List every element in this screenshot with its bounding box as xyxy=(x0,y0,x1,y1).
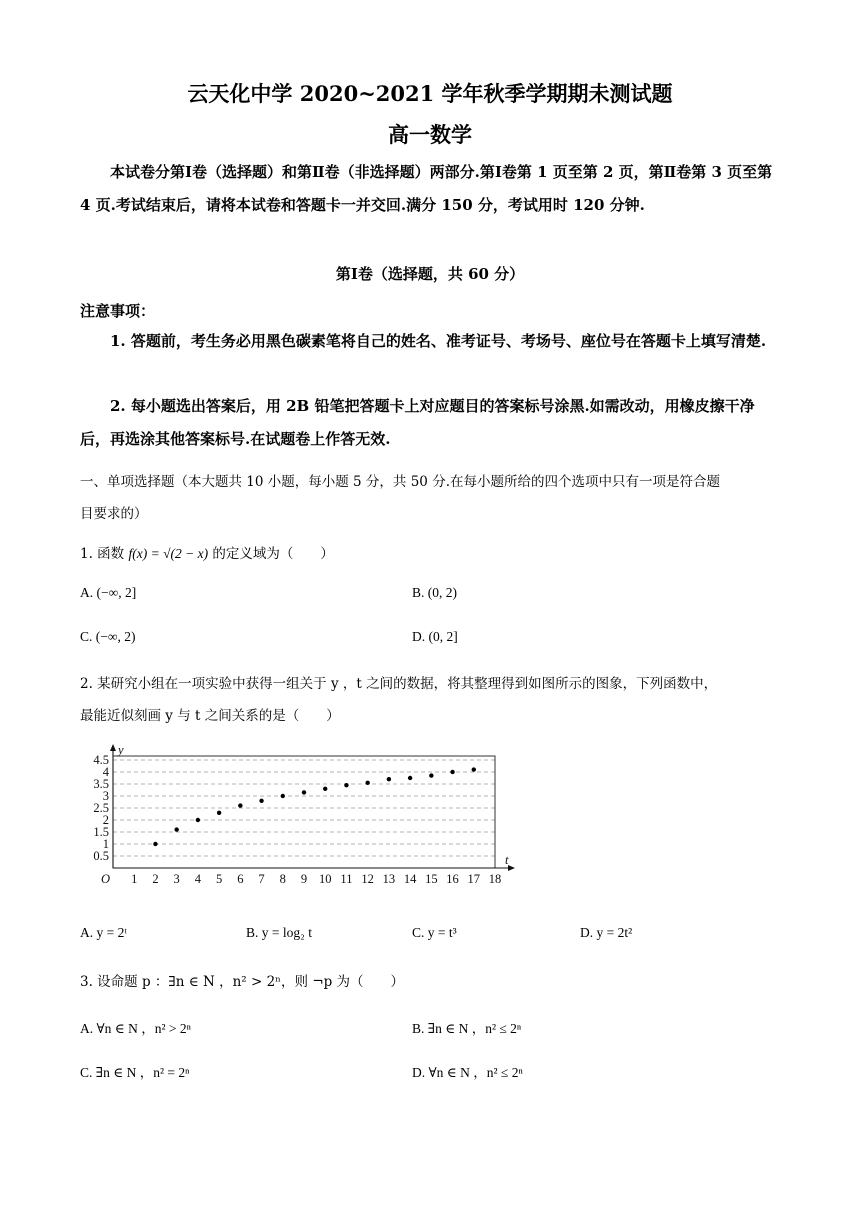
y-tick-label: 3 xyxy=(102,789,109,803)
data-point xyxy=(238,803,242,807)
x-tick-label: 11 xyxy=(340,872,353,886)
q2-option-b: B. y = log₂ t xyxy=(246,925,312,940)
data-point xyxy=(408,776,412,780)
origin-label: O xyxy=(101,872,111,886)
y-tick-label: 2.5 xyxy=(93,801,109,815)
x-tick-label: 1 xyxy=(131,872,138,886)
q3-option-b: B. ∃n ∈ N ，n² ≤ 2ⁿ xyxy=(412,1021,522,1036)
data-point xyxy=(196,818,200,822)
x-axis-label: t xyxy=(505,853,509,867)
data-point xyxy=(429,773,433,777)
q2-option-d: D. y = 2t² xyxy=(580,925,633,940)
x-tick-label: 3 xyxy=(173,872,180,886)
q1-prefix: 1. 函数 xyxy=(80,546,125,562)
x-tick-label: 7 xyxy=(258,872,265,886)
data-point xyxy=(323,787,327,791)
question-2-line1: 2. 某研究小组在一项实验中获得一组关于 y ，t 之间的数据，将其整理得到如图所示的图象，下列函数中， xyxy=(80,676,718,692)
x-axis-arrow xyxy=(508,865,515,871)
data-point xyxy=(450,770,454,774)
intro-paragraph: 本试卷分第Ⅰ卷（选择题）和第Ⅱ卷（非选择题）两部分.第Ⅰ卷第 1 页至第 2 页，第Ⅱ卷第 3 页至第 4 页.考试结束后，请将本试卷和答题卡一并交回.满分 150 分，考试用时 120 分钟. xyxy=(80,163,773,214)
x-tick-label: 14 xyxy=(403,872,417,886)
data-point xyxy=(365,781,369,785)
q1-expression: f(x) = √(2 − x) xyxy=(128,546,209,561)
notice-item-2: 2. 每小题选出答案后，用 2B 铅笔把答题卡上对应题目的答案标号涂黑.如需改动，用橡皮擦干净后，再选涂其他答案标号.在试题卷上作答无效. xyxy=(80,397,755,448)
data-point xyxy=(281,794,285,798)
q1-option-b: B. (0, 2) xyxy=(412,585,457,600)
q3-option-c: C. ∃n ∈ N ，n² = 2ⁿ xyxy=(80,1065,190,1080)
q2-option-a: A. y = 2ᵗ xyxy=(80,925,127,940)
q3-option-a: A. ∀n ∈ N ，n² > 2ⁿ xyxy=(80,1021,191,1036)
part1-instructions-line1: 一、单项选择题（本大题共 10 小题，每小题 5 分，共 50 分.在每小题所给的四个选项中只有一项是符合题 xyxy=(80,474,720,490)
q3-option-d: D. ∀n ∈ N ，n² ≤ 2ⁿ xyxy=(412,1065,523,1080)
section-title: 第Ⅰ卷（选择题，共 60 分） xyxy=(335,265,525,283)
q1-option-d: D. (0, 2] xyxy=(412,629,458,644)
x-tick-label: 12 xyxy=(361,872,374,886)
part1-instructions-line2: 目要求的） xyxy=(80,506,148,522)
y-tick-label: 1.5 xyxy=(93,825,109,839)
q1-suffix: 的定义域为（ ） xyxy=(212,546,334,562)
y-tick-label: 0.5 xyxy=(93,849,109,863)
data-point xyxy=(259,799,263,803)
y-axis-arrow xyxy=(110,744,116,751)
y-tick-label: 1 xyxy=(102,837,109,851)
q2-option-c: C. y = t³ xyxy=(412,925,457,940)
scatter-chart xyxy=(80,738,520,890)
q1-option-c: C. (−∞, 2) xyxy=(80,629,136,644)
y-axis-label: y xyxy=(118,743,124,757)
x-tick-label: 17 xyxy=(467,872,481,886)
y-tick-label: 3.5 xyxy=(93,777,109,791)
question-2-line2: 最能近似刻画 y 与 t 之间关系的是（ ） xyxy=(80,708,340,724)
data-point xyxy=(174,827,178,831)
notice-heading: 注意事项： xyxy=(80,302,156,320)
data-point xyxy=(153,842,157,846)
x-tick-label: 13 xyxy=(382,872,396,886)
data-point xyxy=(387,777,391,781)
x-tick-label: 8 xyxy=(279,872,286,886)
y-tick-label: 4 xyxy=(102,765,109,779)
x-tick-label: 5 xyxy=(215,872,223,886)
subject-title: 高一数学 xyxy=(388,122,472,147)
y-tick-label: 2 xyxy=(102,813,109,827)
x-tick-label: 2 xyxy=(152,872,159,886)
x-tick-label: 15 xyxy=(425,872,438,886)
plot-frame xyxy=(113,756,495,868)
x-tick-label: 18 xyxy=(488,872,502,886)
x-tick-label: 9 xyxy=(300,872,308,886)
question-3: 3. 设命题 p ：∃n ∈ N ，n² > 2ⁿ，则 ¬p 为（ ） xyxy=(80,974,405,990)
y-tick-label: 4.5 xyxy=(93,753,109,767)
x-tick-label: 6 xyxy=(237,872,244,886)
q1-option-a: A. (−∞, 2] xyxy=(80,585,137,600)
data-point xyxy=(472,767,476,771)
data-point xyxy=(302,790,306,794)
x-tick-label: 16 xyxy=(446,872,459,886)
question-1 xyxy=(80,542,334,562)
x-tick-label: 10 xyxy=(318,872,332,886)
data-point xyxy=(344,783,348,787)
x-tick-label: 4 xyxy=(194,872,202,886)
exam-title: 云天化中学 2020~2021 学年秋季学期期未测试题 xyxy=(187,81,673,106)
notice-item-1: 1. 答题前，考生务必用黑色碳素笔将自己的姓名、准考证号、考场号、座位号在答题卡上填写清楚. xyxy=(110,332,767,350)
data-point xyxy=(217,811,221,815)
